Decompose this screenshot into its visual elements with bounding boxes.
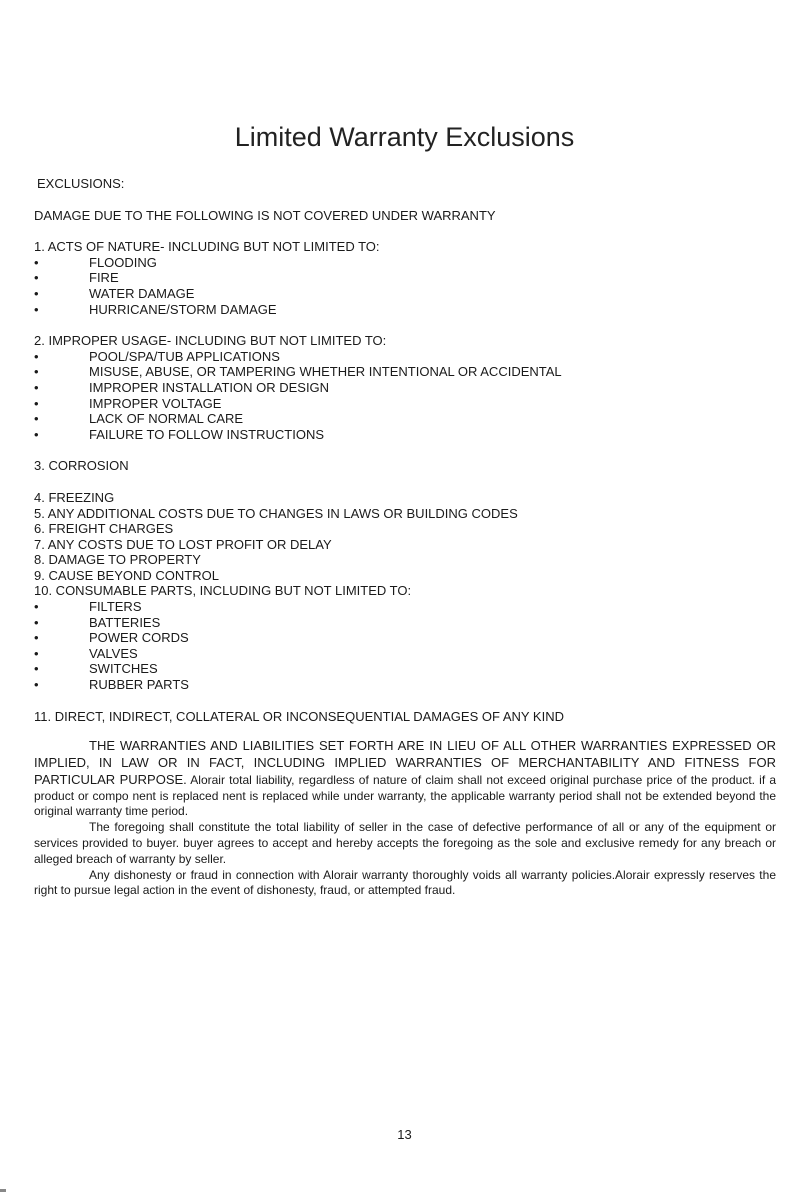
list-item-text: HURRICANE/STORM DAMAGE	[89, 301, 277, 317]
disclaimer-text: Alorair total liability, regardless of nature of claim shall not exceed original purchase price of the product. if a product or compo nent is replaced nent is replaced while under warranty, the applicable warranty period shall not be extended beyond the original warranty time period.	[34, 772, 776, 819]
list-item-text: WATER DAMAGE	[89, 285, 195, 301]
list-item	[34, 677, 776, 693]
item-3: 3. CORROSION	[34, 458, 129, 474]
bullet-icon: •	[34, 661, 39, 677]
item-8: 8. DAMAGE TO PROPERTY	[34, 552, 201, 568]
liability-text: The foregoing shall constitute the total liability of seller in the case of defective performance of all or any of the equipment or services provided to buyer. buyer agrees to accept and hereby accepts the foregoing as the sole and exclusive remedy for any breach or alleged breach of warranty by seller.	[34, 820, 776, 866]
list-item	[34, 380, 776, 396]
list-item	[34, 396, 776, 412]
bullet-icon: •	[34, 395, 39, 411]
bullet-icon: •	[34, 630, 39, 646]
list-item	[34, 364, 776, 380]
item-7: 7. ANY COSTS DUE TO LOST PROFIT OR DELAY	[34, 536, 332, 552]
list-item-text: FAILURE TO FOLLOW INSTRUCTIONS	[89, 426, 324, 442]
list-item	[34, 615, 776, 631]
list-item-text: RUBBER PARTS	[89, 677, 189, 693]
list-item-text: MISUSE, ABUSE, OR TAMPERING WHETHER INTENTIONAL OR ACCIDENTAL	[89, 364, 562, 380]
list-item-text: VALVES	[89, 645, 138, 661]
bullet-icon: •	[34, 677, 39, 693]
fraud-text: Any dishonesty or fraud in connection with Alorair warranty thoroughly voids all warranty policies.Alorair expressly reserves the right to pursue legal action in the event of dishonesty, fraud, or attempted fraud.	[34, 867, 776, 898]
intro-statement: DAMAGE DUE TO THE FOLLOWING IS NOT COVERED UNDER WARRANTY	[34, 207, 496, 223]
bullet-icon: •	[34, 285, 39, 301]
list-item-text: IMPROPER INSTALLATION OR DESIGN	[89, 379, 330, 395]
list-item-text: SWITCHES	[89, 661, 158, 677]
section-1-heading: 1. ACTS OF NATURE- INCLUDING BUT NOT LIMITED TO:	[34, 239, 380, 255]
list-item	[34, 270, 776, 286]
bullet-icon: •	[34, 364, 39, 380]
liability-paragraph	[34, 820, 776, 867]
list-item	[34, 646, 776, 662]
bullet-icon: •	[34, 301, 39, 317]
list-item	[34, 302, 776, 318]
disclaimer-caps-text: THE WARRANTIES AND LIABILITIES SET FORTH ARE IN LIEU OF ALL OTHER WARRANTIES EXPRESSED OR IMPLIED, IN LAW OR IN FACT, INCLUDING IMPLIED WARRANTIES OF MERCHANTABILITY AND FITNESS FOR PARTICULAR PURPOSE.	[34, 738, 776, 787]
list-item	[34, 427, 776, 443]
list-item-text: BATTERIES	[89, 614, 161, 630]
list-item	[34, 286, 776, 302]
list-item	[34, 255, 776, 271]
warranty-disclaimer-paragraph	[34, 738, 776, 820]
item-6: 6. FREIGHT CHARGES	[34, 521, 174, 537]
page-title: Limited Warranty Exclusions	[234, 122, 575, 152]
section-10-heading: 10. CONSUMABLE PARTS, INCLUDING BUT NOT LIMITED TO:	[34, 583, 412, 599]
bullet-icon: •	[34, 254, 39, 270]
bullet-icon: •	[34, 348, 39, 364]
bullet-icon: •	[34, 614, 39, 630]
warranty-content	[34, 176, 776, 899]
item-11: 11. DIRECT, INDIRECT, COLLATERAL OR INCONSEQUENTIAL DAMAGES OF ANY KIND	[34, 708, 564, 724]
bullet-icon: •	[34, 426, 39, 442]
list-item	[34, 661, 776, 677]
list-item-text: FIRE	[89, 270, 119, 286]
bullet-icon: •	[34, 599, 39, 615]
list-item-text: FLOODING	[89, 254, 157, 270]
exclusions-heading: EXCLUSIONS:	[37, 176, 125, 191]
list-item-text: LACK OF NORMAL CARE	[89, 411, 244, 427]
bullet-icon: •	[34, 270, 39, 286]
list-item-text: FILTERS	[89, 599, 142, 615]
list-item	[34, 349, 776, 365]
bullet-icon: •	[34, 379, 39, 395]
item-5: 5. ANY ADDITIONAL COSTS DUE TO CHANGES IN LAWS OR BUILDING CODES	[34, 505, 518, 521]
list-item-text: POOL/SPA/TUB APPLICATIONS	[89, 348, 280, 364]
list-item	[34, 411, 776, 427]
list-item	[34, 630, 776, 646]
section-2-heading: 2. IMPROPER USAGE- INCLUDING BUT NOT LIMITED TO:	[34, 333, 387, 349]
item-4: 4. FREEZING	[34, 489, 115, 505]
list-item-text: IMPROPER VOLTAGE	[89, 395, 222, 411]
list-item-text: POWER CORDS	[89, 630, 189, 646]
page-number: 13	[397, 1127, 412, 1142]
bullet-icon: •	[34, 645, 39, 661]
item-9: 9. CAUSE BEYOND CONTROL	[34, 567, 219, 583]
bullet-icon: •	[34, 411, 39, 427]
list-item	[34, 599, 776, 615]
fraud-paragraph	[34, 868, 776, 900]
